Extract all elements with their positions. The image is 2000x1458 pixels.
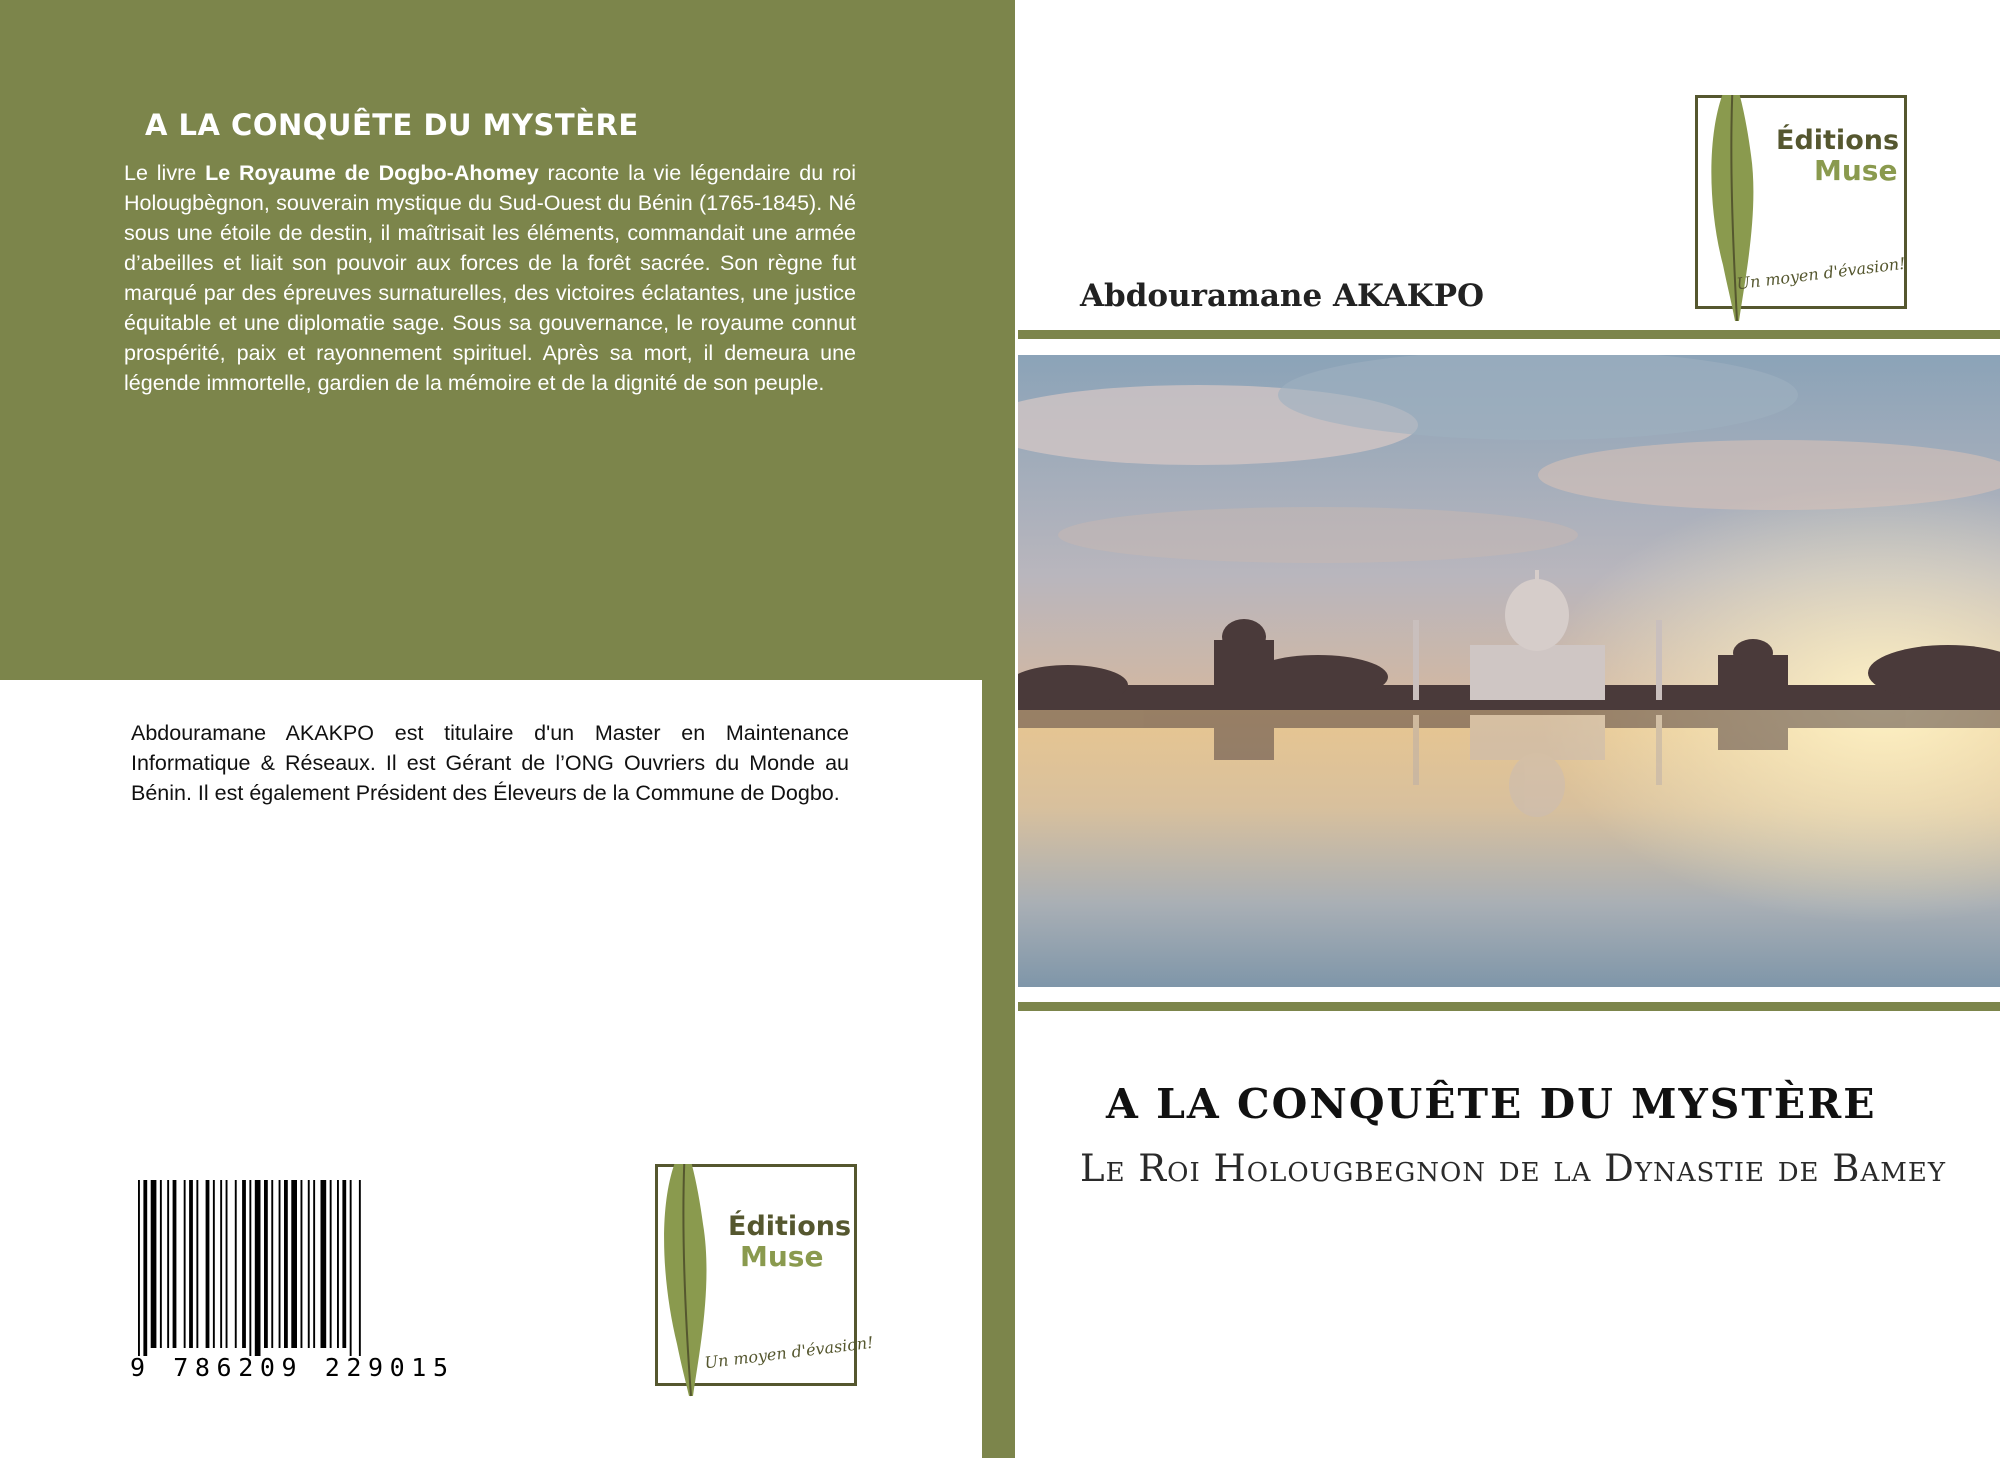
author-bio: Abdouramane AKAKPO est titulaire d'un Master en Maintenance Informatique & Réseaux. Il est Gérant de l’ONG Ouvriers du Monde au Bénin. Il est également Président des Éleveurs de la Commune de Dogbo. — [131, 721, 849, 805]
logo-tagline-back: Un moyen d'évasion! — [703, 1332, 875, 1373]
isbn-digits: 9 786209 229015 — [130, 1353, 448, 1380]
barcode-bar — [249, 1180, 251, 1356]
barcode-bar — [279, 1180, 281, 1348]
barcode-bar — [271, 1180, 273, 1348]
barcode-bar — [184, 1180, 186, 1348]
barcode-bar — [196, 1180, 198, 1348]
barcode-bar — [226, 1180, 228, 1348]
blurb-lead: Le livre — [124, 161, 206, 185]
barcode-bar — [242, 1180, 246, 1348]
front-author: Abdouramane AKAKPO — [1080, 278, 1485, 314]
barcode-bar — [342, 1180, 346, 1348]
blurb-body: raconte la vie légendaire du roi Holougbègnon, souverain mystique du Sud-Ouest du Bénin (1765-1845). Né sous une étoile de destin, il maîtrisait les éléments, commandait une armée d’abeilles et liait son pouvoir aux forces de la forêt sacrée. Son règne fut marqué par des épreuves surnaturelles, des victoires éclatantes, une justice équitable et une diplomatie sage. Sous sa gouvernance, le royaume connut prospérité, paix et rayonnement spirituel. Après sa mort, il demeura une légende immortelle, gardien de la mémoire et de la dignité de son peuple. — [124, 161, 856, 395]
blurb-book-title: Le Royaume de Dogbo-Ahomey — [205, 161, 539, 185]
barcode-bar — [138, 1180, 140, 1356]
publisher-logo-front — [1695, 95, 1907, 309]
barcode-bar — [301, 1180, 303, 1348]
logo-wordmark-front — [1776, 126, 1899, 186]
isbn-barcode — [130, 1180, 450, 1380]
barcode-bar — [313, 1180, 315, 1348]
spine — [982, 680, 1015, 1458]
barcode-bar — [321, 1180, 327, 1348]
barcode-bar — [291, 1180, 297, 1348]
logo-line2: Muse — [1814, 154, 1898, 187]
barcode-bar — [213, 1180, 215, 1348]
barcode-bar — [284, 1180, 288, 1348]
rule-top — [1018, 330, 2000, 339]
barcode-bar — [151, 1180, 157, 1348]
back-cover-blurb — [124, 158, 856, 398]
barcode-bar — [173, 1180, 177, 1348]
barcode-bar — [160, 1180, 162, 1348]
publisher-logo-back — [655, 1164, 875, 1386]
barcode-bar — [189, 1180, 193, 1348]
logo-tagline-front: Un moyen d'évasion! — [1735, 253, 1907, 294]
barcode-bar — [350, 1180, 352, 1356]
logo-line2: Muse — [740, 1240, 824, 1273]
barcode-bar — [359, 1180, 361, 1356]
barcode-bar — [167, 1180, 169, 1348]
logo-wordmark-back — [728, 1212, 851, 1272]
back-cover-title: A LA CONQUÊTE DU MYSTÈRE — [145, 108, 639, 142]
logo-line1: Éditions — [1776, 125, 1900, 156]
front-title: A LA CONQUÊTE DU MYSTÈRE — [1106, 1080, 1877, 1128]
barcode-bar — [206, 1180, 210, 1348]
logo-line1: Éditions — [728, 1211, 852, 1242]
barcode-bar — [235, 1180, 237, 1348]
barcode-bar — [143, 1180, 147, 1356]
barcode-bar — [255, 1180, 261, 1356]
barcode-bar — [330, 1180, 332, 1348]
barcode-bar — [337, 1180, 339, 1348]
barcode-bars — [138, 1180, 361, 1356]
rule-bottom — [1018, 1002, 2000, 1011]
barcode-bar — [220, 1180, 222, 1348]
front-subtitle: Le Roi Holougbegnon de la Dynastie de Bamey — [1080, 1147, 1947, 1190]
barcode-bar — [308, 1180, 310, 1348]
feather-icon — [655, 1164, 857, 1404]
barcode-bar — [264, 1180, 268, 1348]
cover-photo-taj-mahal-reflection — [1018, 355, 2000, 987]
